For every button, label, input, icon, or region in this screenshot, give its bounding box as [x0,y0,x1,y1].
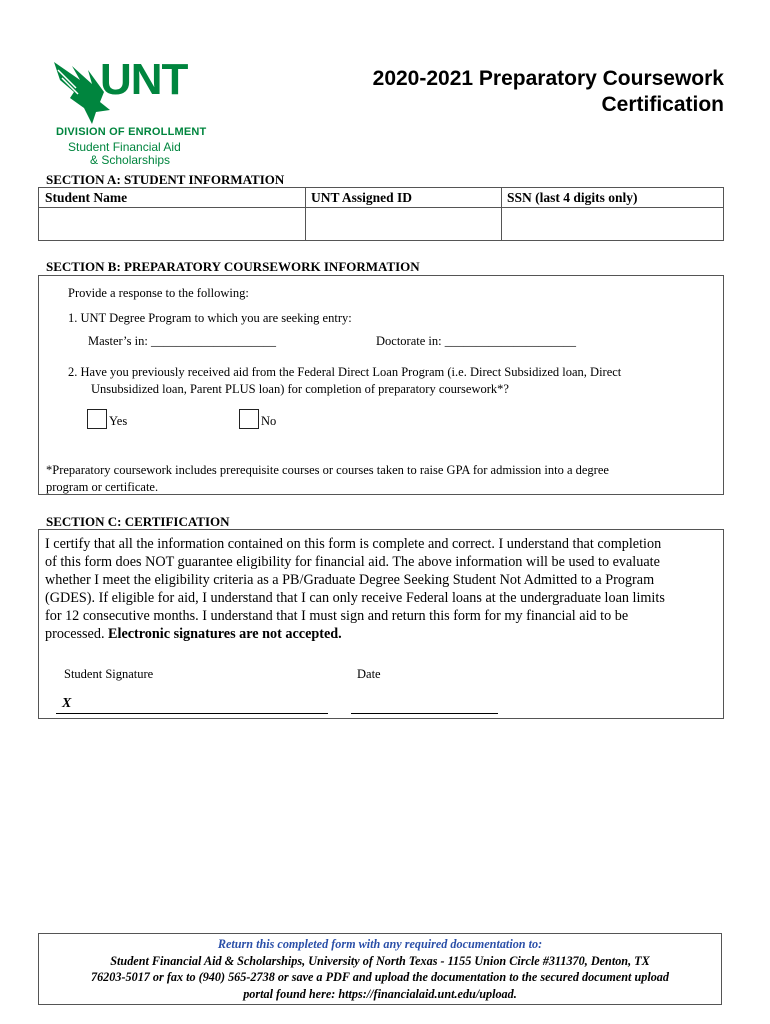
form-title-line2: Certification [601,93,724,116]
cert-line: of this form does NOT guarantee eligibility for financial aid. The above information will be used to evaluate [45,554,660,570]
doctorate-field[interactable]: Doctorate in: _____________________ [376,334,576,348]
col-unt-id: UNT Assigned ID [311,190,413,205]
section-a-heading: SECTION A: STUDENT INFORMATION [46,172,285,187]
col-ssn: SSN (last 4 digits only) [507,190,638,205]
no-checkbox[interactable] [239,409,259,429]
question-2-line1: 2. Have you previously received aid from the Federal Direct Loan Program (i.e. Direct Subsidized loan, Direct [68,365,622,379]
unt-id-field[interactable] [306,208,501,241]
signature-label: Student Signature [64,667,154,681]
question-1: 1. UNT Degree Program to which you are seeking entry: [68,311,352,325]
date-label: Date [357,667,381,681]
cert-line-prefix: processed. [45,626,109,642]
date-field[interactable] [351,712,498,714]
return-address-line2: 76203-5017 or fax to (940) 565-2738 or save a PDF and upload the documentation to the secured document upload [90,970,669,984]
certification-text [45,535,717,643]
electronic-signature-warning: Electronic signatures are not accepted. [108,626,342,642]
logo-department-2: & Scholarships [90,153,171,167]
form-title [373,66,724,118]
yes-checkbox[interactable] [87,409,107,429]
return-heading: Return this completed form with any required documentation to: [217,937,543,951]
col-student-name: Student Name [45,190,128,205]
section-b-intro: Provide a response to the following: [68,286,249,300]
section-b-heading: SECTION B: PREPARATORY COURSEWORK INFORMATION [46,259,420,274]
section-c-heading: SECTION C: CERTIFICATION [46,514,230,529]
question-2-line2: Unsubsidized loan, Parent PLUS loan) for completion of preparatory coursework*? [91,382,509,396]
cert-line: I certify that all the information contained on this form is complete and correct. I understand that completion [45,536,662,552]
return-instructions [44,936,716,1002]
cert-line [45,625,717,643]
cert-line: whether I meet the eligibility criteria as a PB/Graduate Degree Seeking Student Not Admitted to a Program [45,572,655,588]
masters-field[interactable]: Master’s in: ____________________ [88,334,276,348]
signature-mark: X [62,696,72,711]
student-name-field[interactable] [39,208,305,241]
cert-line: for 12 consecutive months. I understand that I must sign and return this form for my financial aid to be [45,608,629,624]
signature-field[interactable] [56,712,328,714]
upload-portal-link[interactable]: portal found here: https://financialaid.unt.edu/upload. [243,986,517,1001]
footnote-line1: *Preparatory coursework includes prerequisite courses or courses taken to raise GPA for admission into a degree [46,463,609,477]
footnote-line2: program or certificate. [46,480,159,494]
logo-department: Student Financial Aid [68,140,181,154]
student-info-table [38,187,724,241]
logo-wordmark: UNT [100,55,188,104]
logo-division: DIVISION OF ENROLLMENT [56,126,207,138]
yes-label: Yes [109,414,128,428]
return-address-line1: Student Financial Aid & Scholarships, University of North Texas - 1155 Union Circle #311370, Denton, TX [110,953,650,968]
cert-line: (GDES). If eligible for aid, I understand that I can only receive Federal loans at the undergraduate loan limits [45,590,665,606]
no-label: No [261,414,277,428]
form-title-line1: 2020-2021 Preparatory Coursework [372,67,724,90]
ssn-field[interactable] [502,208,723,241]
